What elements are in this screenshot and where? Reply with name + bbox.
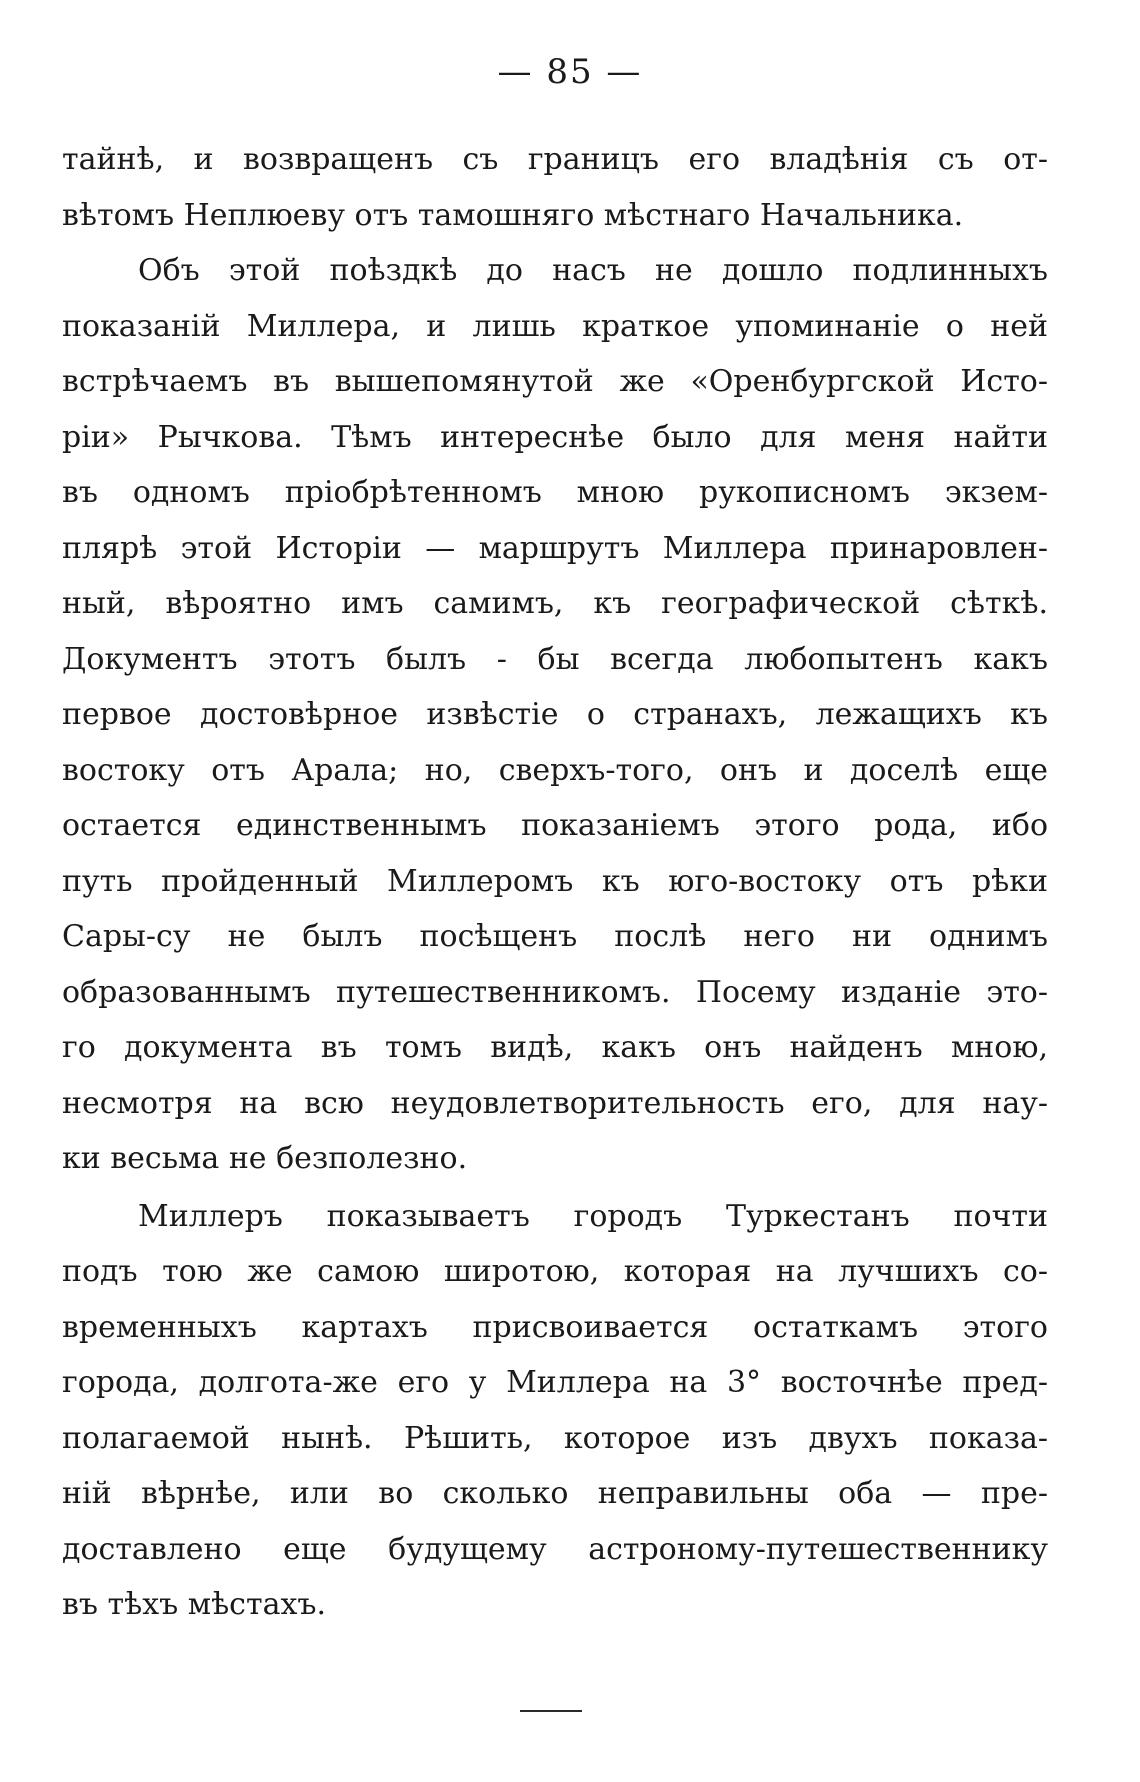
text-line: го документа въ томъ видѣ, какъ онъ найденъ мною,	[62, 1030, 1048, 1065]
text-line: Сары-су не былъ посѣщенъ послѣ него ни однимъ	[62, 919, 1048, 954]
text-line: плярѣ этой Исторіи — маршрутъ Миллера принаровлен-	[62, 530, 1048, 566]
text-line: Документъ этотъ былъ - бы всегда любопытенъ какъ	[62, 641, 1048, 677]
text-line: Миллеръ показываетъ городъ Туркестанъ почти	[138, 1198, 1048, 1234]
text-line: первое достовѣрное извѣстіе о странахъ, лежащихъ къ	[62, 697, 1048, 732]
text-line: ки весьма не безполезно.	[62, 1141, 468, 1176]
paragraph-2	[62, 243, 1048, 1187]
page-number: — 85 —	[497, 52, 643, 92]
text-line: города, долгота-же его у Миллера на 3° восточнѣе пред-	[62, 1365, 1048, 1400]
text-line: Объ этой поѣздкѣ до насъ не дошло подлинныхъ	[138, 253, 1048, 288]
text-line: несмотря на всю неудовлетворительность его, для нау-	[62, 1085, 1048, 1121]
text-line: остается единственнымъ показаніемъ этого рода, ибо	[62, 808, 1048, 843]
text-line: тайнѣ, и возвращенъ съ границъ его владѣнія съ от-	[62, 142, 1048, 177]
paragraph-3	[62, 1189, 1048, 1633]
text-line: востоку отъ Арала; но, сверхъ-того, онъ и доселѣ еще	[62, 752, 1048, 788]
text-line: образованнымъ путешественникомъ. Посему изданіе это-	[62, 974, 1048, 1010]
text-line: ный, вѣроятно имъ самимъ, къ географической сѣткѣ.	[62, 586, 1048, 621]
text-line: показаній Миллера, и лишь краткое упоминаніе о ней	[62, 308, 1048, 344]
text-line: полагаемой нынѣ. Рѣшить, которое изъ двухъ показа-	[62, 1420, 1048, 1456]
text-line: въ тѣхъ мѣстахъ.	[62, 1587, 326, 1622]
paragraph-1	[62, 132, 1048, 243]
text-line: вѣтомъ Неплюеву отъ тамошняго мѣстнаго Начальника.	[62, 197, 964, 233]
text-line: ній вѣрнѣе, или во сколько неправильны оба — пре-	[62, 1476, 1048, 1511]
body-text	[62, 132, 1048, 1633]
end-rule	[520, 1710, 582, 1712]
text-line: ріи» Рычкова. Тѣмъ интереснѣе было для меня найти	[62, 419, 1048, 455]
text-line: встрѣчаемъ въ вышепомянутой же «Оренбургской Исто-	[62, 364, 1048, 399]
text-line: въ одномъ пріобрѣтенномъ мною рукописномъ экзем-	[62, 475, 1048, 510]
text-line: подъ тою же самою широтою, которая на лучшихъ со-	[62, 1254, 1048, 1289]
text-line: доставлено еще будущему астроному-путешественнику	[62, 1531, 1048, 1567]
text-line: временныхъ картахъ присвоивается остаткамъ этого	[62, 1309, 1048, 1345]
text-line: путь пройденный Миллеромъ къ юго-востоку отъ рѣки	[62, 863, 1048, 899]
